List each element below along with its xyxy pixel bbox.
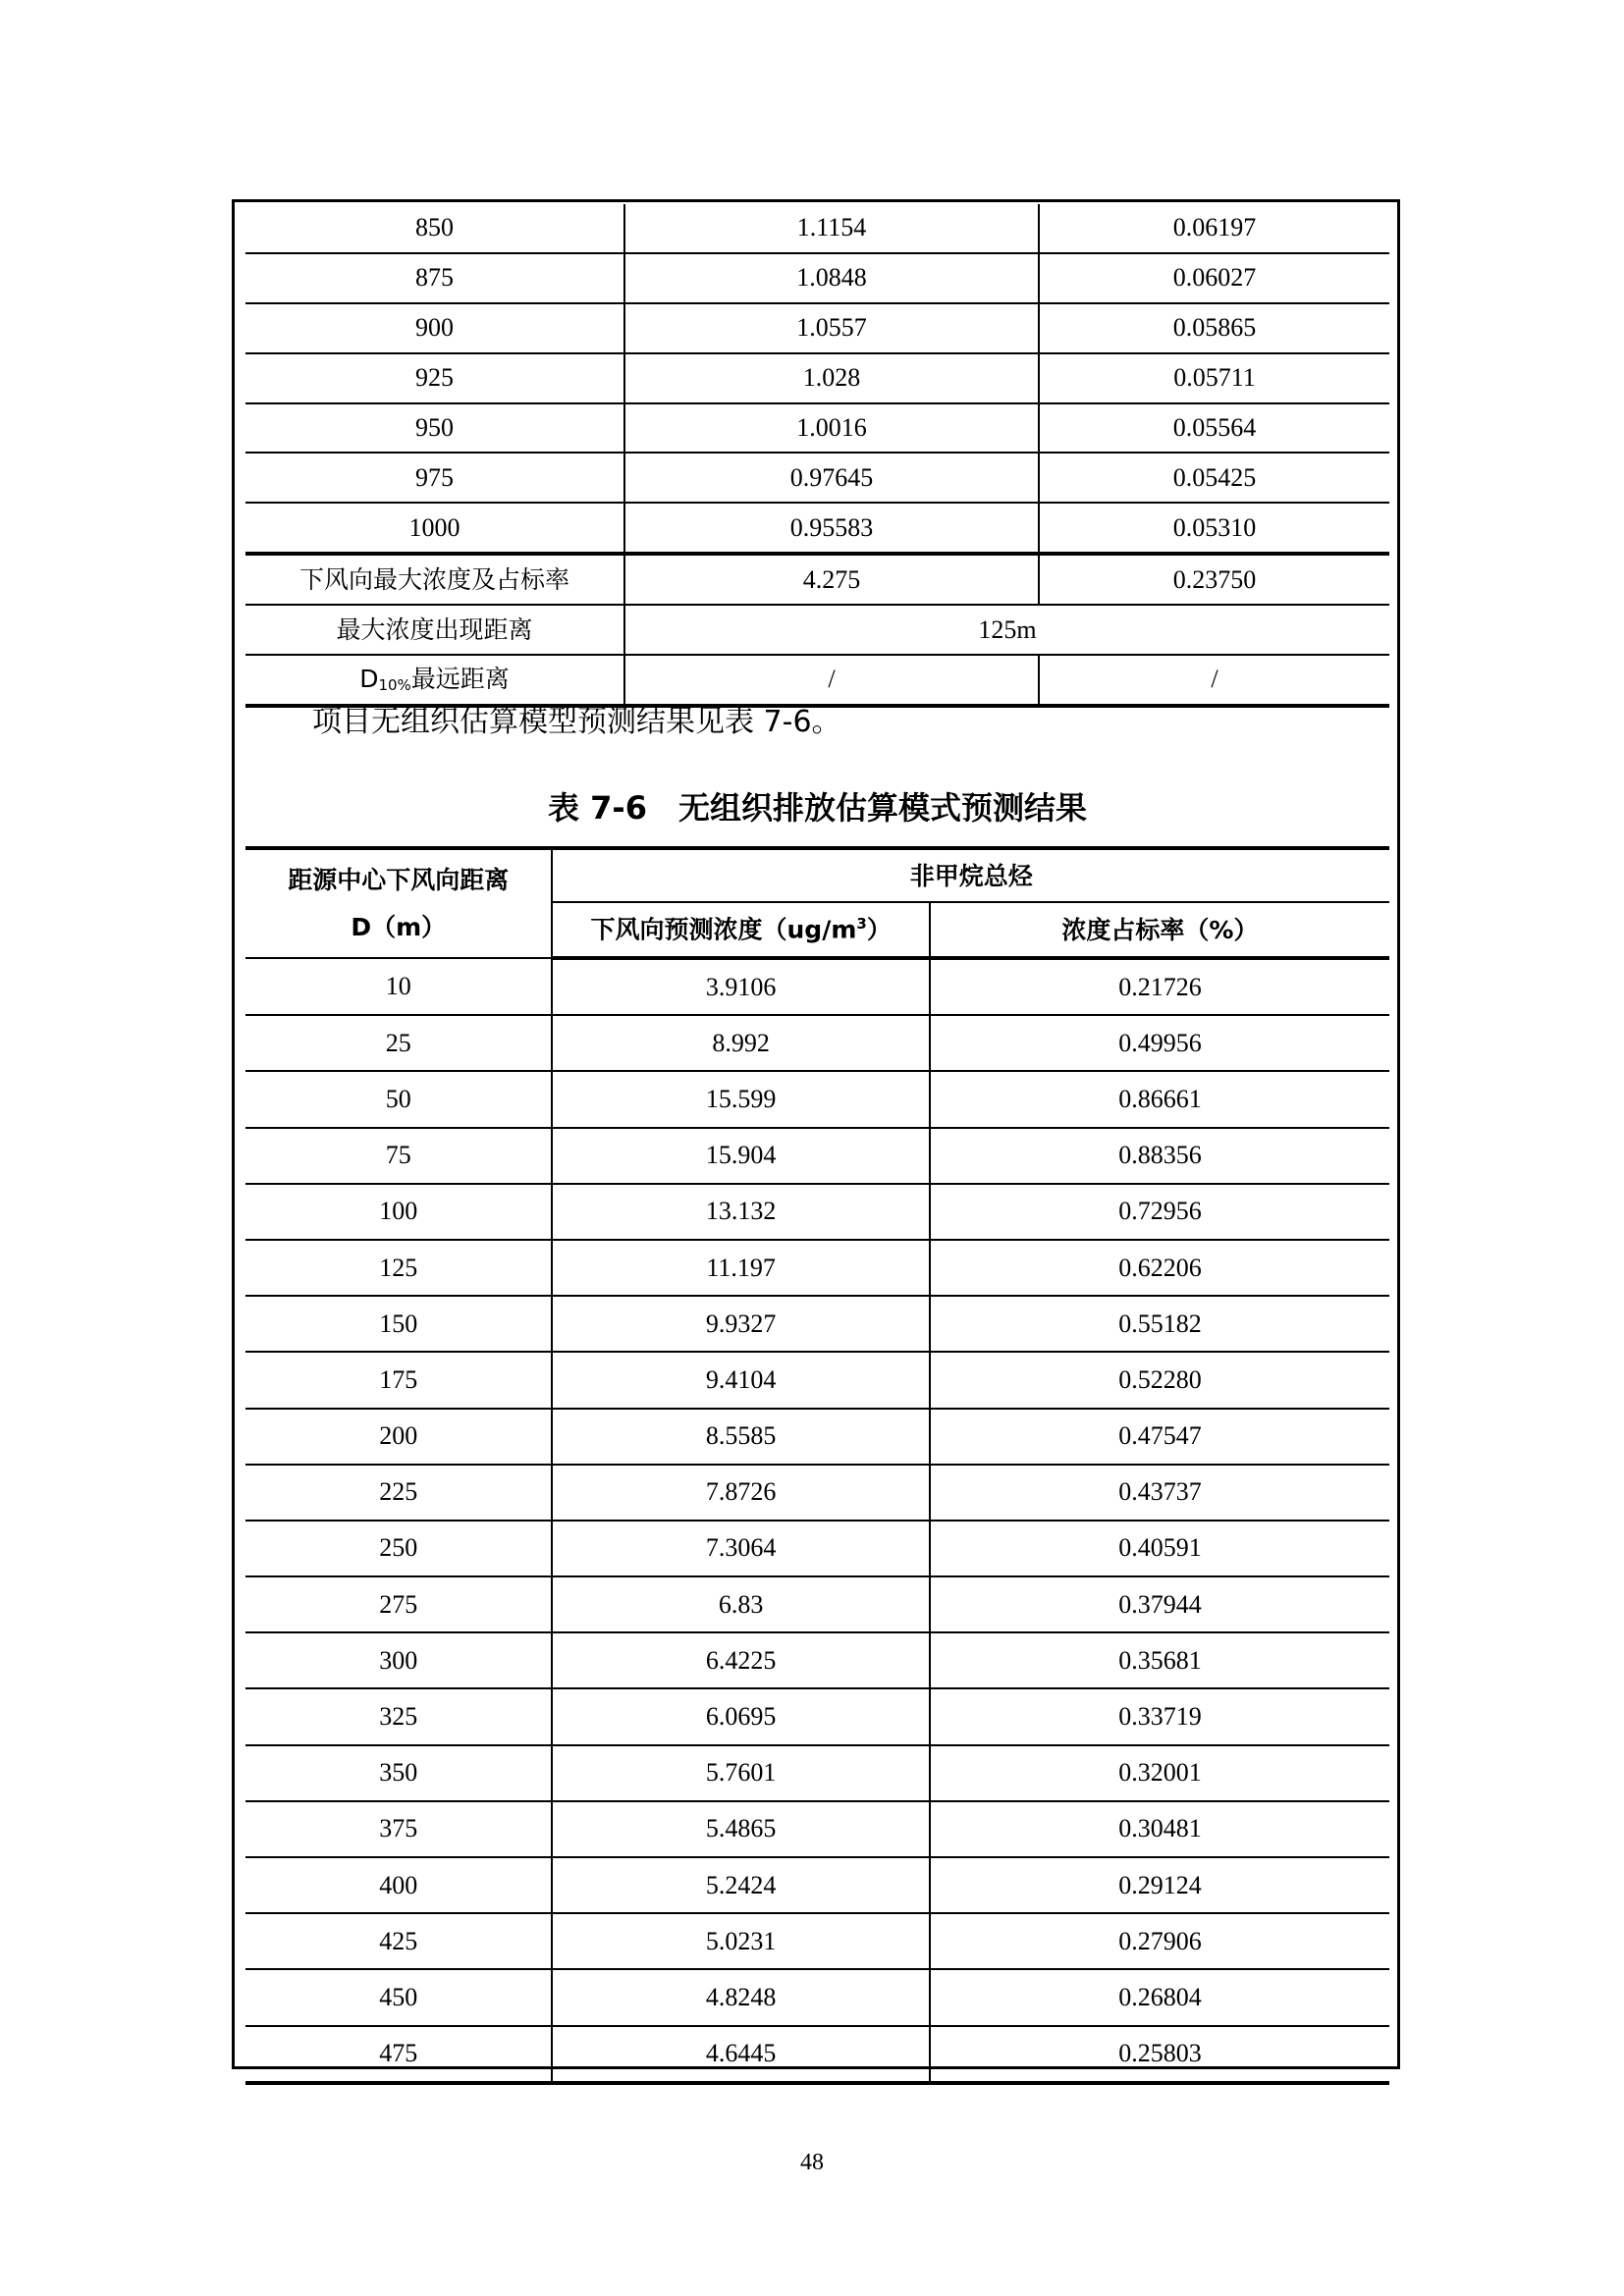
distance-cell: 275 (245, 1576, 552, 1632)
ratio-cell: 0.49956 (930, 1015, 1389, 1071)
table-caption: 表 7-6 无组织排放估算模式预测结果 (548, 789, 1087, 827)
distance-cell: 10 (245, 958, 552, 1015)
distance-cell: 400 (245, 1857, 552, 1913)
header-row-1 (245, 848, 1389, 902)
concentration-cell: 13.132 (552, 1184, 929, 1240)
ratio-cell: 0.35681 (930, 1632, 1389, 1688)
d10-prefix: D (359, 664, 379, 693)
concentration-cell: 15.904 (552, 1128, 929, 1184)
table-row (245, 204, 1389, 253)
distance-cell: 1000 (245, 503, 624, 554)
ratio-cell: 0.05711 (1039, 353, 1389, 403)
ratio-cell: 0.25803 (930, 2026, 1389, 2083)
distance-cell: 350 (245, 1745, 552, 1801)
table-row (245, 1576, 1389, 1632)
header-concentration-sup: 3 (856, 915, 867, 934)
ratio-cell: 0.88356 (930, 1128, 1389, 1184)
distance-cell: 375 (245, 1801, 552, 1857)
table-row (245, 1128, 1389, 1184)
distance-cell: 150 (245, 1296, 552, 1352)
table-row (245, 2026, 1389, 2083)
d10-concentration: / (624, 655, 1039, 706)
max-ratio-value: 0.23750 (1039, 554, 1389, 605)
ratio-cell: 0.21726 (930, 958, 1389, 1015)
d10-suffix: 最远距离 (410, 664, 510, 693)
concentration-cell: 5.2424 (552, 1857, 929, 1913)
distance-cell: 125 (245, 1240, 552, 1296)
distance-cell: 75 (245, 1128, 552, 1184)
table-row (245, 958, 1389, 1015)
table-header (245, 848, 1389, 958)
concentration-cell: 11.197 (552, 1240, 929, 1296)
concentration-cell: 6.83 (552, 1576, 929, 1632)
concentration-cell: 8.992 (552, 1015, 929, 1071)
table-row (245, 1409, 1389, 1465)
ratio-cell: 0.47547 (930, 1409, 1389, 1465)
table-row (245, 1857, 1389, 1913)
concentration-cell: 1.028 (624, 353, 1039, 403)
table-row (245, 1801, 1389, 1857)
concentration-cell: 0.95583 (624, 503, 1039, 554)
ratio-cell: 0.05425 (1039, 453, 1389, 503)
table-summary (245, 554, 1389, 706)
concentration-cell: 7.8726 (552, 1465, 929, 1521)
concentration-cell: 8.5585 (552, 1409, 929, 1465)
concentration-cell: 7.3064 (552, 1521, 929, 1576)
table-row (245, 353, 1389, 403)
concentration-cell: 9.4104 (552, 1352, 929, 1408)
ratio-cell: 0.05310 (1039, 503, 1389, 554)
header-concentration (552, 902, 929, 958)
distance-cell: 850 (245, 204, 624, 253)
distance-cell: 975 (245, 453, 624, 503)
table-body (245, 204, 1389, 554)
prediction-table-continued (245, 204, 1389, 708)
table-row (245, 1240, 1389, 1296)
table-row (245, 1969, 1389, 2025)
distance-cell: 425 (245, 1913, 552, 1969)
concentration-cell: 1.0848 (624, 253, 1039, 303)
max-concentration-value: 4.275 (624, 554, 1039, 605)
max-concentration-row (245, 554, 1389, 605)
fugitive-emission-table (245, 846, 1389, 2085)
max-distance-value: 125m (624, 605, 1389, 655)
d10-subscript: 10% (378, 675, 411, 694)
distance-cell: 50 (245, 1071, 552, 1127)
table-row (245, 1352, 1389, 1408)
concentration-cell: 9.9327 (552, 1296, 929, 1352)
header-distance-line2: D（m） (351, 912, 447, 941)
table-row (245, 1015, 1389, 1071)
concentration-cell: 3.9106 (552, 958, 929, 1015)
ratio-cell: 0.72956 (930, 1184, 1389, 1240)
table-row (245, 1632, 1389, 1688)
table-body (245, 958, 1389, 2083)
concentration-cell: 4.8248 (552, 1969, 929, 2025)
table-row (245, 1184, 1389, 1240)
d10-row (245, 655, 1389, 706)
table-row (245, 303, 1389, 353)
table-row (245, 403, 1389, 454)
header-concentration-text: 下风向预测浓度（ug/m (590, 915, 857, 944)
concentration-cell: 5.0231 (552, 1913, 929, 1969)
ratio-cell: 0.86661 (930, 1071, 1389, 1127)
table-row (245, 453, 1389, 503)
distance-cell: 175 (245, 1352, 552, 1408)
ratio-cell: 0.32001 (930, 1745, 1389, 1801)
distance-cell: 100 (245, 1184, 552, 1240)
ratio-cell: 0.52280 (930, 1352, 1389, 1408)
max-distance-label: 最大浓度出现距离 (245, 605, 624, 655)
distance-cell: 925 (245, 353, 624, 403)
ratio-cell: 0.62206 (930, 1240, 1389, 1296)
header-pollutant-group: 非甲烷总烃 (552, 848, 1389, 902)
distance-cell: 325 (245, 1688, 552, 1744)
distance-cell: 900 (245, 303, 624, 353)
concentration-cell: 0.97645 (624, 453, 1039, 503)
ratio-cell: 0.05865 (1039, 303, 1389, 353)
ratio-cell: 0.06027 (1039, 253, 1389, 303)
table-row (245, 253, 1389, 303)
ratio-cell: 0.27906 (930, 1913, 1389, 1969)
table-row (245, 1296, 1389, 1352)
header-distance (245, 848, 552, 958)
ratio-cell: 0.37944 (930, 1576, 1389, 1632)
distance-cell: 200 (245, 1409, 552, 1465)
header-distance-line1: 距源中心下风向距离 (288, 865, 510, 894)
intro-paragraph: 项目无组织估算模型预测结果见表 7-6。 (312, 705, 841, 739)
ratio-cell: 0.55182 (930, 1296, 1389, 1352)
concentration-cell: 15.599 (552, 1071, 929, 1127)
page-number: 48 (800, 2150, 824, 2175)
distance-cell: 475 (245, 2026, 552, 2083)
concentration-cell: 5.4865 (552, 1801, 929, 1857)
header-concentration-close: ） (866, 915, 892, 944)
max-distance-row (245, 605, 1389, 655)
table-row (245, 1913, 1389, 1969)
ratio-cell: 0.06197 (1039, 204, 1389, 253)
concentration-cell: 1.1154 (624, 204, 1039, 253)
header-ratio: 浓度占标率（%） (930, 902, 1389, 958)
distance-cell: 950 (245, 403, 624, 454)
ratio-cell: 0.29124 (930, 1857, 1389, 1913)
table-row (245, 1521, 1389, 1576)
distance-cell: 450 (245, 1969, 552, 2025)
ratio-cell: 0.40591 (930, 1521, 1389, 1576)
ratio-cell: 0.33719 (930, 1688, 1389, 1744)
distance-cell: 225 (245, 1465, 552, 1521)
max-concentration-label: 下风向最大浓度及占标率 (245, 554, 624, 605)
table-row (245, 1071, 1389, 1127)
distance-cell: 875 (245, 253, 624, 303)
distance-cell: 25 (245, 1015, 552, 1071)
concentration-cell: 4.6445 (552, 2026, 929, 2083)
concentration-cell: 6.0695 (552, 1688, 929, 1744)
concentration-cell: 6.4225 (552, 1632, 929, 1688)
ratio-cell: 0.05564 (1039, 403, 1389, 454)
table-row (245, 503, 1389, 554)
ratio-cell: 0.26804 (930, 1969, 1389, 2025)
table-row (245, 1465, 1389, 1521)
d10-label (245, 655, 624, 706)
ratio-cell: 0.30481 (930, 1801, 1389, 1857)
distance-cell: 250 (245, 1521, 552, 1576)
concentration-cell: 1.0016 (624, 403, 1039, 454)
ratio-cell: 0.43737 (930, 1465, 1389, 1521)
table-row (245, 1688, 1389, 1744)
table-row (245, 1745, 1389, 1801)
concentration-cell: 1.0557 (624, 303, 1039, 353)
distance-cell: 300 (245, 1632, 552, 1688)
concentration-cell: 5.7601 (552, 1745, 929, 1801)
d10-ratio: / (1039, 655, 1389, 706)
